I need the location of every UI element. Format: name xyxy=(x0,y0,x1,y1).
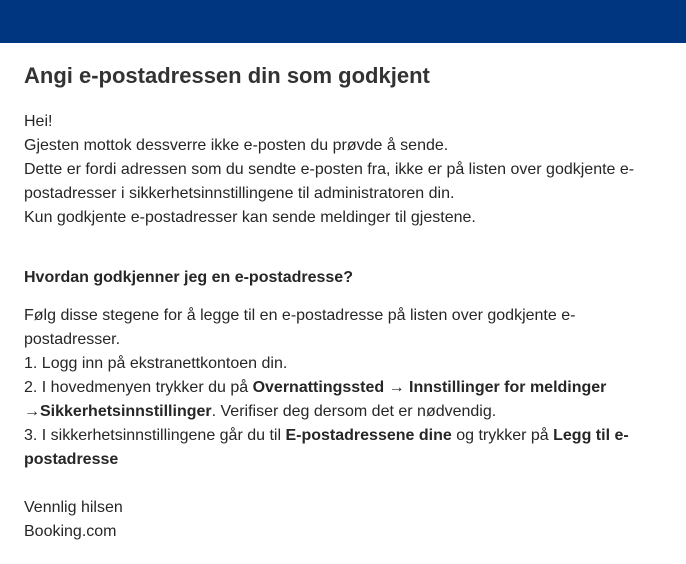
header-bar xyxy=(0,0,686,43)
intro-line-1: Gjesten mottok dessverre ikke e-posten du prøvde å sende. xyxy=(24,137,449,154)
step-3-section-name: E-postadressene dine xyxy=(285,427,452,444)
howto-heading: Hvordan godkjenner jeg en e-postadresse? xyxy=(24,269,353,286)
step-3 xyxy=(24,424,654,472)
intro-section xyxy=(24,110,654,230)
sender-name: Booking.com xyxy=(24,523,117,540)
signoff-section xyxy=(24,496,654,544)
step-3-prefix: 3. I sikkerhetsinnstillingene går du til xyxy=(24,427,286,444)
email-body xyxy=(24,60,654,544)
intro-line-2: Dette er fordi adressen som du sendte e-posten fra, ikke er på listen over godkjente e-postadresser i sikkerhetsinnstillingene til administratoren din. xyxy=(24,161,635,202)
step-2-prefix: 2. I hovedmenyen trykker du på xyxy=(24,379,253,396)
email-title: Angi e-postadressen din som godkjent xyxy=(24,63,430,88)
signoff: Vennlig hilsen xyxy=(24,499,123,516)
intro-line-3: Kun godkjente e-postadresser kan sende meldinger til gjestene. xyxy=(24,209,476,226)
step-2-suffix: . Verifiser deg dersom det er nødvendig. xyxy=(211,403,497,420)
step-3-action-name: Legg til e-postadresse xyxy=(24,427,629,468)
steps-intro: Følg disse stegene for å legge til en e-postadresse på listen over godkjente e-postadresser. xyxy=(24,307,576,348)
step-2-menu-path: Overnattingssted → Innstillinger for meldinger →Sikkerhetsinnstillinger xyxy=(24,379,607,420)
step-3-middle: og trykker på xyxy=(451,427,554,444)
steps-section xyxy=(24,304,654,472)
greeting: Hei! xyxy=(24,113,53,130)
step-2 xyxy=(24,376,654,424)
step-1: 1. Logg inn på ekstranettkontoen din. xyxy=(24,355,288,372)
